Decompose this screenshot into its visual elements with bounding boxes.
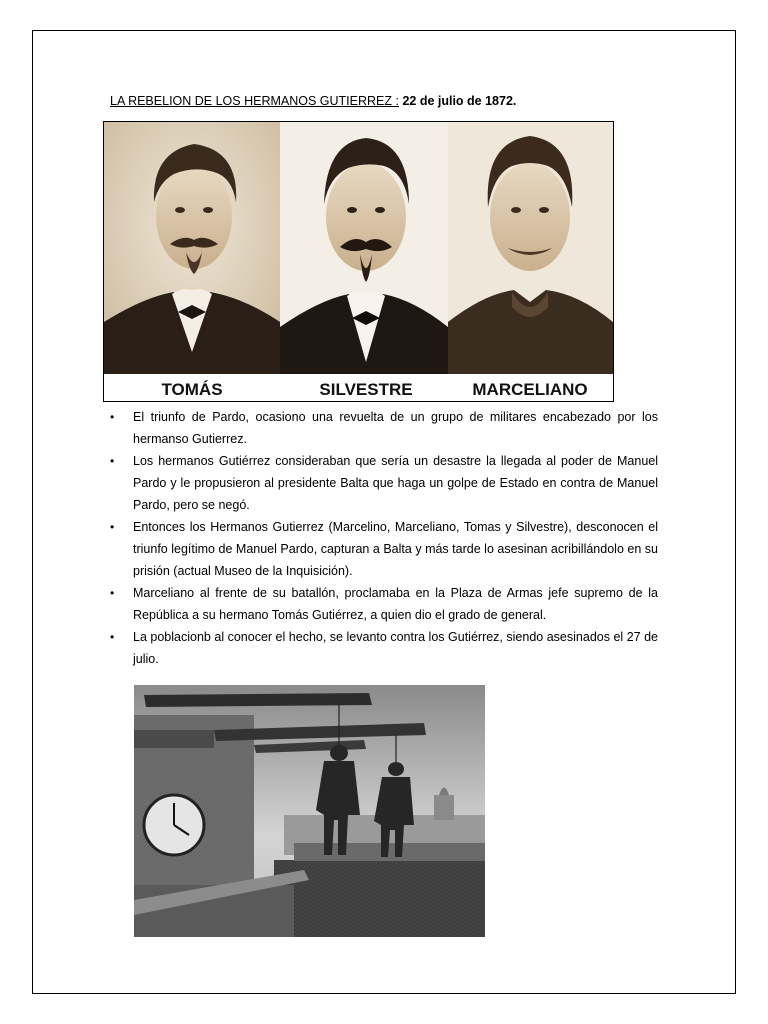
portraits-illustration — [104, 122, 613, 401]
portrait-name-silvestre: SILVESTRE — [319, 380, 413, 399]
title-date: 22 de julio de 1872. — [402, 94, 517, 108]
list-item-text: Marceliano al frente de su batallón, proclamaba en la Plaza de Armas jefe supremo de la República a su hermano Tomás Gutiérrez, a quien dio el grado de general. — [133, 586, 658, 622]
hanging-engraving-image — [134, 685, 485, 937]
document-title — [110, 94, 516, 108]
list-item — [110, 626, 658, 670]
list-item — [110, 450, 658, 516]
list-item — [110, 582, 658, 626]
bullet-list — [110, 406, 658, 670]
engraving-illustration — [134, 685, 485, 937]
portrait-tomas — [104, 122, 280, 374]
portrait-name-tomas: TOMÁS — [161, 380, 223, 399]
bullet-point: • — [110, 630, 115, 644]
bullet-point: • — [110, 520, 115, 534]
list-item-text: El triunfo de Pardo, ocasiono una revuelta de un grupo de militares encabezado por los hermanso Gutierrez. — [133, 410, 658, 446]
portrait-name-marceliano: MARCELIANO — [472, 380, 588, 399]
portraits-image — [103, 121, 614, 402]
portrait-marceliano — [448, 122, 613, 374]
title-main: LA REBELION DE LOS HERMANOS GUTIERREZ : — [110, 94, 399, 108]
bullet-point: • — [110, 586, 115, 600]
list-item-text: Los hermanos Gutiérrez consideraban que sería un desastre la llegada al poder de Manuel Pardo y le propusieron al presidente Balta que haga un golpe de Estado en contra de Manuel Pardo, pero se negó. — [133, 454, 658, 512]
portrait-silvestre — [280, 122, 448, 374]
list-item — [110, 516, 658, 582]
list-item-text: Entonces los Hermanos Gutierrez (Marcelino, Marceliano, Tomas y Silvestre), desconocen el triunfo legítimo de Manuel Pardo, capturan a Balta y más tarde lo asesinan acribillándolo en su prisión (actual Museo de la Inquisición). — [133, 520, 658, 578]
list-item-text: La poblacionb al conocer el hecho, se levanto contra los Gutiérrez, siendo asesinados el 27 de julio. — [133, 630, 658, 666]
bullet-point: • — [110, 454, 115, 468]
bullet-point: • — [110, 410, 115, 424]
list-item — [110, 406, 658, 450]
